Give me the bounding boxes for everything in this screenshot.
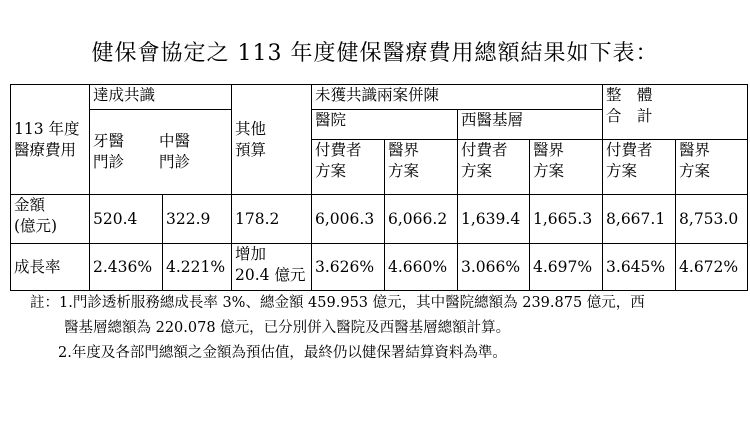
table-cell: 1,639.4	[458, 195, 530, 244]
table-cell: 1,665.3	[530, 195, 603, 244]
budget-table	[10, 84, 748, 291]
table-cell: 3.645%	[603, 244, 676, 291]
column-header-total-payer: 付費者 方案	[603, 139, 676, 195]
footnote-1-line-2: 醫基層總額為 220.078 億元，已分別併入醫院及西醫基層總額計算。	[64, 320, 511, 336]
table-cell: 2.436%	[90, 244, 163, 291]
table-row-growth-rate	[11, 244, 748, 291]
table-cell: 4.672%	[676, 244, 748, 291]
footnote-1-line-1: 註：1.門診透析服務總成長率 3%、總金額 459.953 億元，其中醫院總額為 239.875 億元，西	[30, 295, 645, 311]
table-row-amount	[11, 195, 748, 244]
table-cell: 322.9	[163, 195, 232, 244]
subgroup-header-hospital: 醫院	[312, 110, 458, 140]
footnote-2: 2.年度及各部門總額之金額為預估值，最終仍以健保署結算資料為準。	[58, 345, 507, 361]
column-header-other-budget: 其他 預算	[232, 85, 312, 195]
corner-header: 113 年度 醫療費用	[11, 85, 90, 195]
subgroup-header-western-primary: 西醫基層	[458, 110, 603, 140]
table-cell: 178.2	[232, 195, 312, 244]
table-cell: 4.697%	[530, 244, 603, 291]
table-cell: 520.4	[90, 195, 163, 244]
column-header-western-payer: 付費者 方案	[458, 139, 530, 195]
column-header-hospital-payer: 付費者 方案	[312, 139, 385, 195]
column-header-total-medical: 醫界 方案	[676, 139, 748, 195]
table-cell: 3.626%	[312, 244, 385, 291]
header-row-1	[11, 85, 748, 110]
column-header-chinese-label: 中醫 門診	[159, 132, 191, 171]
table-cell: 8,667.1	[603, 195, 676, 244]
table-cell: 4.660%	[385, 244, 458, 291]
column-header-dental-label: 牙醫 門診	[93, 132, 125, 171]
column-header-dental	[90, 110, 232, 195]
table-cell: 3.066%	[458, 244, 530, 291]
row-label-growth-rate: 成長率	[11, 244, 90, 291]
table-cell: 8,753.0	[676, 195, 748, 244]
column-header-hospital-medical: 醫界 方案	[385, 139, 458, 195]
table-cell: 6,066.2	[385, 195, 458, 244]
group-header-agreed: 達成共識	[90, 85, 232, 110]
table-cell: 4.221%	[163, 244, 232, 291]
footnotes	[30, 291, 730, 366]
table-cell: 6,006.3	[312, 195, 385, 244]
column-header-western-medical: 醫界 方案	[530, 139, 603, 195]
group-header-not-agreed: 未獲共識兩案併陳	[312, 85, 603, 110]
group-header-total: 整 體 合 計	[603, 85, 748, 140]
row-label-amount: 金額 (億元)	[11, 195, 90, 244]
page-title: 健保會協定之 113 年度健保醫療費用總額結果如下表：	[91, 41, 659, 66]
table-cell: 增加 20.4 億元	[232, 244, 312, 291]
